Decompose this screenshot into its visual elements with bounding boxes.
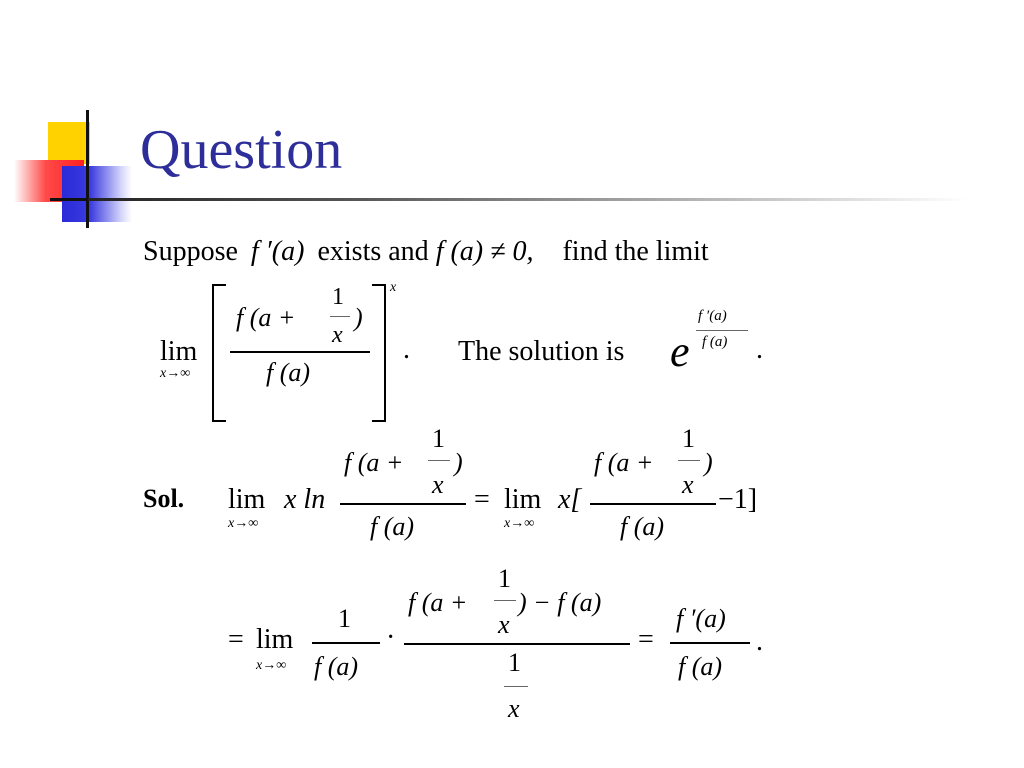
denominator-fraction-bar <box>504 686 528 687</box>
equals-sign: = <box>228 624 244 655</box>
blue-square <box>62 166 132 222</box>
fprime-a: f ′(a) <box>250 236 305 267</box>
small-fraction-bar <box>330 316 350 317</box>
numerator-right: ) <box>454 448 463 477</box>
lim-label: lim <box>228 484 266 515</box>
numerator-left: f (a + <box>408 588 468 617</box>
numerator-one: 1 <box>332 284 344 310</box>
decorative-logo <box>0 100 140 240</box>
small-fraction-bar <box>494 600 516 601</box>
result-numerator: f ′(a) <box>676 604 726 633</box>
exponent-numerator: f ′(a) <box>698 308 727 324</box>
numerator2-x: x <box>682 470 694 499</box>
cdot: · <box>386 622 396 653</box>
fraction-bar-b <box>404 643 630 645</box>
equals-sign-2: = <box>638 624 654 655</box>
suppose-text: Suppose <box>143 236 238 267</box>
numerator-one: 1 <box>432 424 445 453</box>
lim-subscript: x→∞ <box>160 366 191 381</box>
bracket-exponent: x <box>390 280 397 295</box>
numerator-x: x <box>432 470 444 499</box>
limit-period: . <box>403 334 410 365</box>
numerator2-right: ) <box>704 448 713 477</box>
equals-sign: = <box>474 484 490 515</box>
fraction-bar <box>340 503 466 505</box>
numerator2-left: f (a + <box>594 448 654 477</box>
result-fraction-bar <box>670 642 750 644</box>
yellow-square <box>48 122 90 164</box>
small-fraction-bar-2 <box>678 460 700 461</box>
sol-label: Sol. <box>143 484 185 513</box>
small-fraction-bar <box>428 460 450 461</box>
big-one: 1 <box>508 648 521 677</box>
one-numerator: 1 <box>338 604 351 633</box>
numerator-right: ) − f (a) <box>518 588 602 617</box>
lim-subscript: x→∞ <box>256 658 287 673</box>
x-ln: x ln <box>284 484 326 515</box>
lim-label-2: lim <box>504 484 542 515</box>
denominator: f (a) <box>266 358 311 387</box>
denominator-a: f (a) <box>314 652 359 681</box>
lim-label: lim <box>160 336 198 367</box>
solution-label: The solution is <box>458 336 625 367</box>
denominator-2: f (a) <box>620 512 665 541</box>
logo-vertical-line <box>86 110 89 228</box>
numerator-left: f (a + <box>236 303 296 332</box>
exists-and-text: exists and <box>317 236 429 267</box>
big-x: x <box>508 694 520 723</box>
numerator-x: x <box>332 322 343 348</box>
minus-one-bracket: −1] <box>718 484 758 515</box>
find-limit-text: find the limit <box>562 236 709 267</box>
result-denominator: f (a) <box>678 652 723 681</box>
numerator2-one: 1 <box>682 424 695 453</box>
lim-subscript: x→∞ <box>228 516 259 531</box>
denominator: f (a) <box>370 512 415 541</box>
title-divider <box>88 198 968 201</box>
small-x: x <box>498 610 510 639</box>
numerator-right: ) <box>354 303 363 332</box>
lim-subscript-2: x→∞ <box>504 516 535 531</box>
fraction-bar-2 <box>590 503 716 505</box>
lim-label: lim <box>256 624 294 655</box>
result-period: . <box>756 626 763 657</box>
slide-title: Question <box>140 119 343 181</box>
exponent-denominator: f (a) <box>702 334 728 350</box>
solution-period: . <box>756 334 763 365</box>
exponent-fraction-bar <box>696 330 748 331</box>
condition-expr: f (a) ≠ 0, <box>435 236 534 267</box>
right-bracket <box>372 284 386 422</box>
main-fraction-bar <box>230 351 370 353</box>
x-bracket: x[ <box>558 484 582 515</box>
small-one: 1 <box>498 564 511 593</box>
fraction-bar-a <box>312 642 380 644</box>
problem-statement <box>143 236 709 268</box>
left-bracket <box>212 284 226 422</box>
numerator-left: f (a + <box>344 448 404 477</box>
euler-e: e <box>670 327 690 376</box>
